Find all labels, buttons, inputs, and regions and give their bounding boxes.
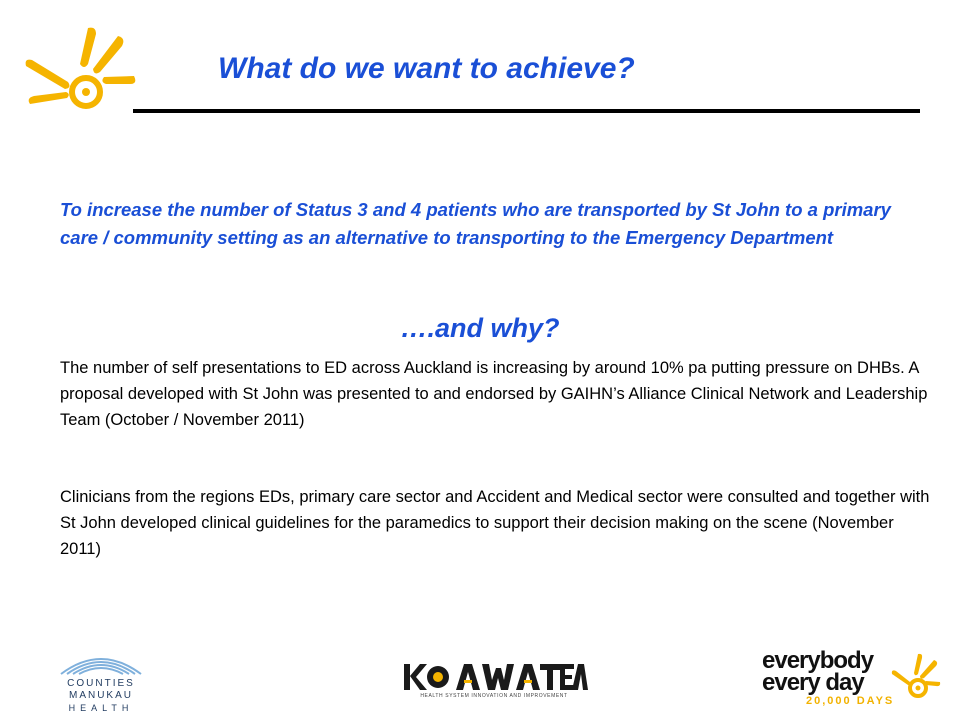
eb-line-2: every day [762,669,864,696]
page-title: What do we want to achieve? [218,52,635,85]
twenty-thousand-days-text: 20,000 DAYS [806,695,895,707]
wave-icon [59,648,143,678]
goal-statement: To increase the number of Status 3 and 4 patients who are transported by St John to a primary care / community setting as an alternative to transporting to the Emergency Department [60,199,891,248]
everybody-every-day-text [762,647,874,696]
paragraph-clinical-guidelines: Clinicians from the regions EDs, primary care sector and Accident and Medical sector were consulted and together with St John developed clinical guidelines for the paramedics to support their decision making on the scene (November 2011) [60,488,930,558]
eb-line-1: everybody [762,647,874,674]
cm-line-2: MANUKAU [68,690,133,701]
sun-hand-small-icon [890,652,942,702]
ko-awatea-logo [400,660,588,694]
cm-line-3: HEALTH [68,703,134,713]
why-heading: ….and why? [400,313,560,343]
ko-awatea-tagline: HEALTH SYSTEM INNOVATION AND IMPROVEMENT [420,693,568,699]
title-divider [133,109,920,113]
cm-line-1: COUNTIES [67,678,135,689]
sun-hand-logo-icon [22,24,140,116]
paragraph-self-presentations: The number of self presentations to ED across Auckland is increasing by around 10% pa putting pressure on DHBs. A proposal developed with St John was presented to and endorsed by GAIHN’s Alliance Clinical Network and Leadership Team (October / November 2011) [60,359,928,429]
counties-manukau-text [55,678,147,714]
